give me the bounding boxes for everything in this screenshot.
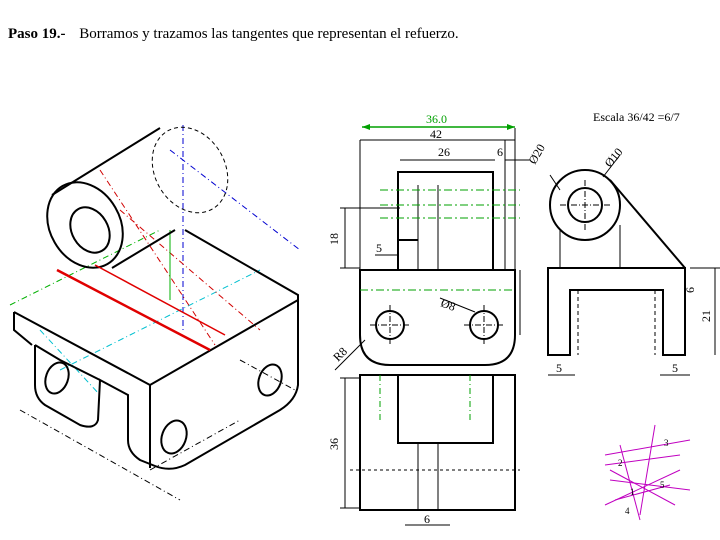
- construction-number: 3: [664, 438, 669, 448]
- front-view: [335, 124, 530, 370]
- dim-5-b: 5: [672, 361, 678, 375]
- dim-6-bottom: 6: [424, 512, 430, 526]
- dim-26: 26: [438, 145, 450, 159]
- dim-o8: Ø8: [438, 295, 458, 314]
- step-description: Borramos y trazamos las tangentes que representan el refuerzo.: [79, 26, 459, 42]
- side-view: [548, 155, 720, 375]
- dim-21: 21: [699, 310, 713, 322]
- scale-label: Escala 36/42 =6/7: [593, 110, 680, 124]
- dim-5-a: 5: [556, 361, 562, 375]
- construction-detail: [605, 425, 690, 520]
- isometric-view: [10, 114, 300, 500]
- step-number: Paso 19.-: [8, 26, 66, 42]
- construction-number: 4: [625, 506, 630, 516]
- construction-number: 2: [618, 458, 623, 468]
- dim-o20: Ø20: [525, 141, 548, 167]
- dim-42: 42: [430, 127, 442, 141]
- iso-center-lines: [10, 125, 300, 500]
- dim-36-0: 36.0: [426, 112, 447, 126]
- construction-number: 5: [660, 480, 665, 490]
- dim-6-right: 6: [683, 287, 697, 293]
- dim-6-top: 6: [497, 145, 503, 159]
- dim-36-bottom: 36: [327, 438, 341, 450]
- dim-18: 18: [327, 233, 341, 245]
- plan-view: [340, 375, 520, 525]
- dim-r8: R8: [330, 344, 351, 365]
- construction-number: 1: [630, 487, 635, 497]
- dim-o10: Ø10: [601, 145, 626, 170]
- dim-5-left: 5: [376, 241, 382, 255]
